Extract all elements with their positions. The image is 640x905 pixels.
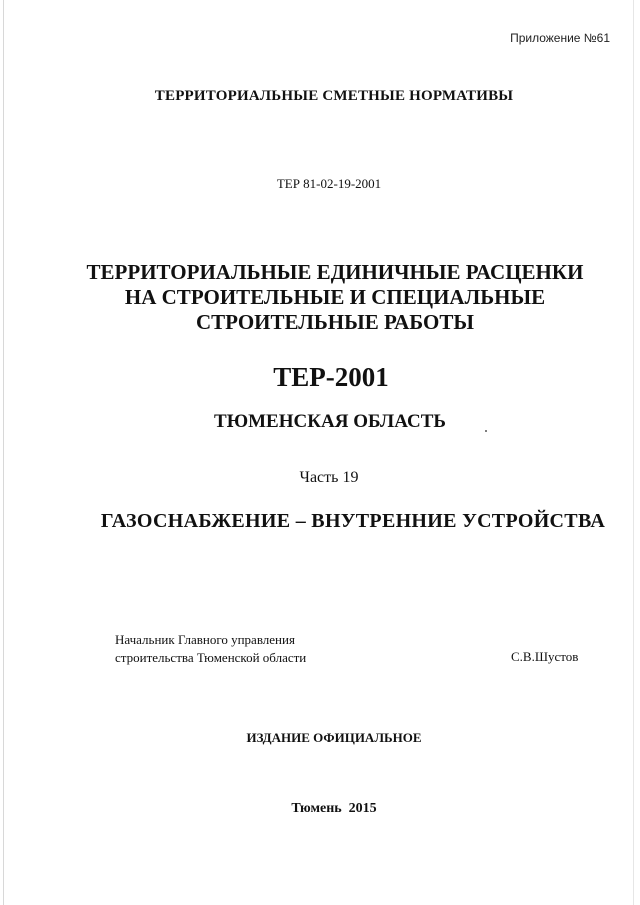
organization-heading: ТЕРРИТОРИАЛЬНЫЕ СМЕТНЫЕ НОРМАТИВЫ	[154, 88, 514, 104]
signatory-position	[115, 631, 306, 667]
city-year: Тюмень 2015	[291, 801, 377, 816]
signatory-position-line-2: строительства Тюменской области	[115, 650, 307, 665]
part-number: Часть 19	[299, 469, 359, 486]
document-code: ТЕР 81-02-19-2001	[276, 176, 382, 191]
edition-label: ИЗДАНИЕ ОФИЦИАЛЬНОЕ	[246, 730, 422, 745]
scan-speck	[485, 430, 487, 432]
section-subtitle: ГАЗОСНАБЖЕНИЕ – ВНУТРЕННИЕ УСТРОЙСТВА	[100, 510, 606, 532]
collection-code: ТЕР-2001	[273, 362, 389, 392]
scan-edge-left	[3, 0, 4, 905]
appendix-label: Приложение №61	[510, 31, 610, 45]
scan-edge-right	[633, 0, 634, 905]
title-line-3: СТРОИТЕЛЬНЫЕ РАБОТЫ	[195, 310, 475, 334]
title-line-2: НА СТРОИТЕЛЬНЫЕ И СПЕЦИАЛЬНЫЕ	[124, 285, 546, 309]
region-title: ТЮМЕНСКАЯ ОБЛАСТЬ	[214, 411, 446, 432]
document-title	[0, 260, 640, 335]
signatory-name: С.В.Шустов	[511, 649, 579, 664]
title-line-1: ТЕРРИТОРИАЛЬНЫЕ ЕДИНИЧНЫЕ РАСЦЕНКИ	[86, 260, 584, 284]
signatory-position-line-1: Начальник Главного управления	[115, 632, 295, 647]
